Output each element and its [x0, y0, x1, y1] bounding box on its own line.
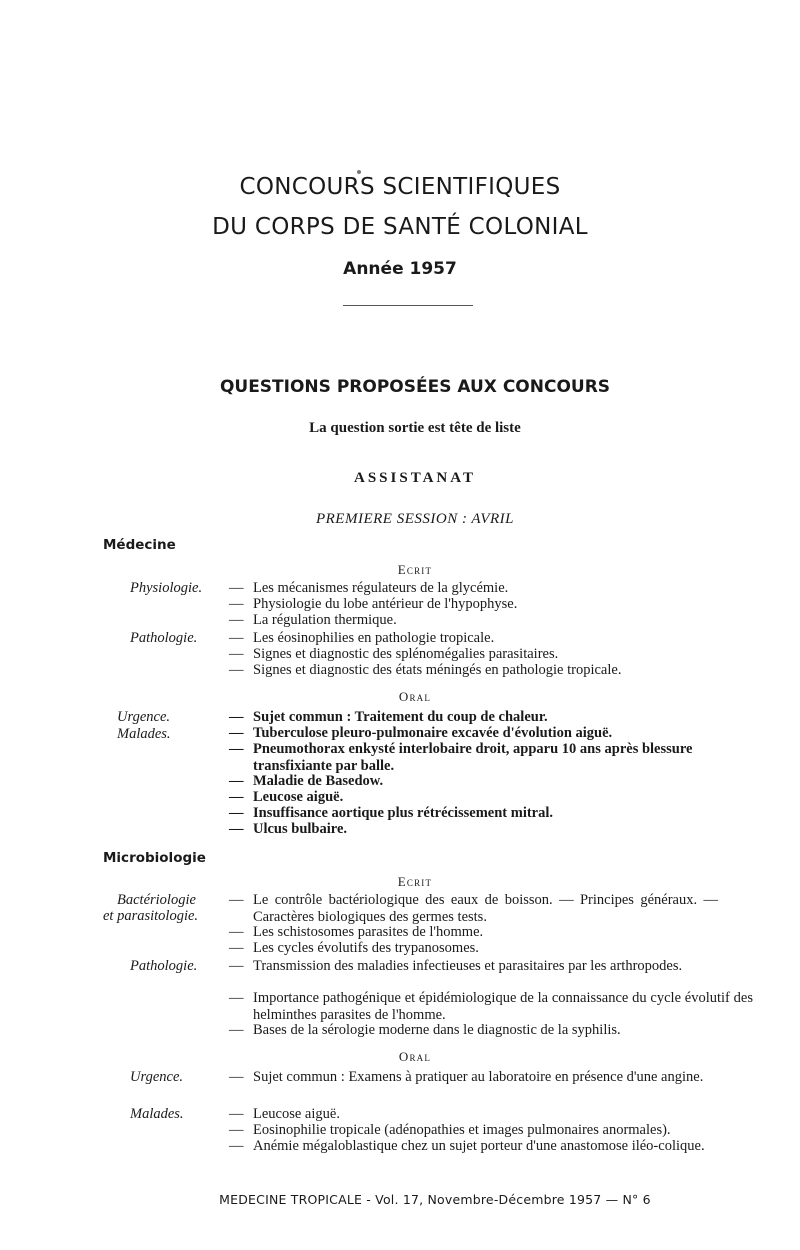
- item-text: Ulcus bulbaire.: [253, 821, 348, 837]
- list-item: [229, 1138, 753, 1155]
- title-line-2: DU CORPS DE SANTÉ COLONIAL: [212, 214, 588, 240]
- list-item: [229, 773, 753, 790]
- list-item: [229, 612, 753, 629]
- level-heading: ASSISTANAT: [354, 470, 476, 486]
- list-item: [229, 709, 753, 726]
- item-text: Pneumothorax enkysté interlobaire droit, apparu 10 ans après blessure transfixiante par balle.: [253, 741, 693, 774]
- dash: —: [229, 741, 244, 757]
- dash: —: [229, 789, 244, 805]
- list-item: [229, 892, 718, 925]
- list-item: [229, 958, 753, 975]
- category-pathologie: Pathologie.: [130, 630, 198, 646]
- item-text: Physiologie du lobe antérieur de l'hypophyse.: [253, 596, 518, 612]
- dash: —: [229, 580, 244, 596]
- list-item: [229, 741, 763, 774]
- item-text: Sujet commun : Traitement du coup de chaleur.: [253, 709, 548, 725]
- item-text: Tuberculose pleuro-pulmonaire excavée d'évolution aiguë.: [253, 725, 613, 741]
- section-microbiologie: Microbiologie: [103, 850, 206, 866]
- item-text: Transmission des maladies infectieuses et parasitaires par les arthropodes.: [253, 958, 683, 974]
- dash: —: [229, 958, 244, 974]
- dash: —: [229, 612, 244, 628]
- subhead-ecrit: Ecrit: [397, 874, 433, 889]
- questions-note: La question sortie est tête de liste: [309, 420, 521, 436]
- category-physiologie: Physiologie.: [130, 580, 203, 596]
- list-item: [229, 990, 753, 1023]
- list-item: [229, 646, 753, 663]
- questions-heading: QUESTIONS PROPOSÉES AUX CONCOURS: [219, 377, 611, 397]
- item-text: Sujet commun : Examens à pratiquer au laboratoire en présence d'une angine.: [253, 1069, 704, 1085]
- dash: —: [229, 646, 244, 662]
- subhead-ecrit: Ecrit: [397, 562, 433, 577]
- item-text: Les schistosomes parasites de l'homme.: [253, 924, 484, 940]
- dash: —: [229, 821, 244, 837]
- dash: —: [229, 1106, 244, 1122]
- dash: —: [229, 805, 244, 821]
- list-item: [229, 805, 753, 822]
- item-text: Signes et diagnostic des états méningés en pathologie tropicale.: [253, 662, 622, 678]
- dash: —: [229, 940, 244, 956]
- dash: —: [229, 709, 244, 725]
- list-item: [229, 1106, 753, 1123]
- item-text: Eosinophilie tropicale (adénopathies et images pulmonaires anormales).: [253, 1122, 671, 1138]
- dash: —: [229, 1069, 244, 1085]
- category-urgence: Urgence.: [130, 1069, 184, 1085]
- list-item: [229, 1022, 753, 1039]
- list-item: [229, 924, 753, 941]
- item-text: Les mécanismes régulateurs de la glycémie.: [253, 580, 509, 596]
- category-pathologie: Pathologie.: [130, 958, 198, 974]
- item-text: Maladie de Basedow.: [253, 773, 384, 789]
- dash: —: [229, 773, 244, 789]
- item-text: Le contrôle bactériologique des eaux de boisson. — Principes généraux. — Caractères biologiques des germes tests.: [253, 892, 718, 925]
- page-footer: MEDECINE TROPICALE - Vol. 17, Novembre-Décembre 1957 — N° 6: [219, 1192, 651, 1207]
- dash: —: [229, 596, 244, 612]
- list-item: [229, 940, 753, 957]
- list-item: [229, 630, 753, 647]
- item-text: La régulation thermique.: [253, 612, 397, 628]
- dash: —: [229, 725, 244, 741]
- dash: —: [229, 990, 244, 1006]
- item-text: Signes et diagnostic des splénomégalies parasitaires.: [253, 646, 559, 662]
- category-parasitologie: et parasitologie.: [103, 908, 199, 924]
- list-item: [229, 789, 753, 806]
- year-label: Année 1957: [343, 259, 457, 279]
- session-heading: PREMIERE SESSION : AVRIL: [315, 511, 514, 527]
- dash: —: [229, 892, 244, 908]
- item-text: Les éosinophilies en pathologie tropicale.: [253, 630, 495, 646]
- title-line-1: CONCOURS SCIENTIFIQUES: [239, 174, 561, 200]
- section-medecine: Médecine: [103, 537, 176, 553]
- item-text: Insuffisance aortique plus rétrécissement mitral.: [253, 805, 554, 821]
- list-item: [229, 596, 753, 613]
- list-item: [229, 1122, 768, 1139]
- item-text: Leucose aiguë.: [253, 789, 344, 805]
- divider-rule: [343, 305, 473, 306]
- dash: —: [229, 1122, 244, 1138]
- list-item: [229, 662, 753, 679]
- subhead-oral: Oral: [398, 1049, 432, 1064]
- dash: —: [229, 924, 244, 940]
- item-text: Importance pathogénique et épidémiologique de la connaissance du cycle évolutif des helminthes parasites de l'homme.: [253, 990, 753, 1023]
- list-item: [229, 580, 753, 597]
- list-item: [229, 725, 753, 742]
- item-text: Anémie mégaloblastique chez un sujet porteur d'une anastomose iléo-colique.: [253, 1138, 705, 1154]
- category-malades: Malades.: [130, 1106, 184, 1122]
- list-item: [229, 821, 753, 838]
- dash: —: [229, 630, 244, 646]
- item-text: Bases de la sérologie moderne dans le diagnostic de la syphilis.: [253, 1022, 621, 1038]
- category-bacteriologie: Bactériologie: [117, 892, 196, 908]
- dash: —: [229, 1022, 244, 1038]
- item-text: Les cycles évolutifs des trypanosomes.: [253, 940, 479, 956]
- item-text: Leucose aiguë.: [253, 1106, 340, 1122]
- category-urgence: Urgence.: [117, 709, 171, 725]
- subhead-oral: Oral: [398, 689, 432, 704]
- dash: —: [229, 1138, 244, 1154]
- category-malades: Malades.: [117, 726, 171, 742]
- list-item: [229, 1069, 753, 1086]
- dash: —: [229, 662, 244, 678]
